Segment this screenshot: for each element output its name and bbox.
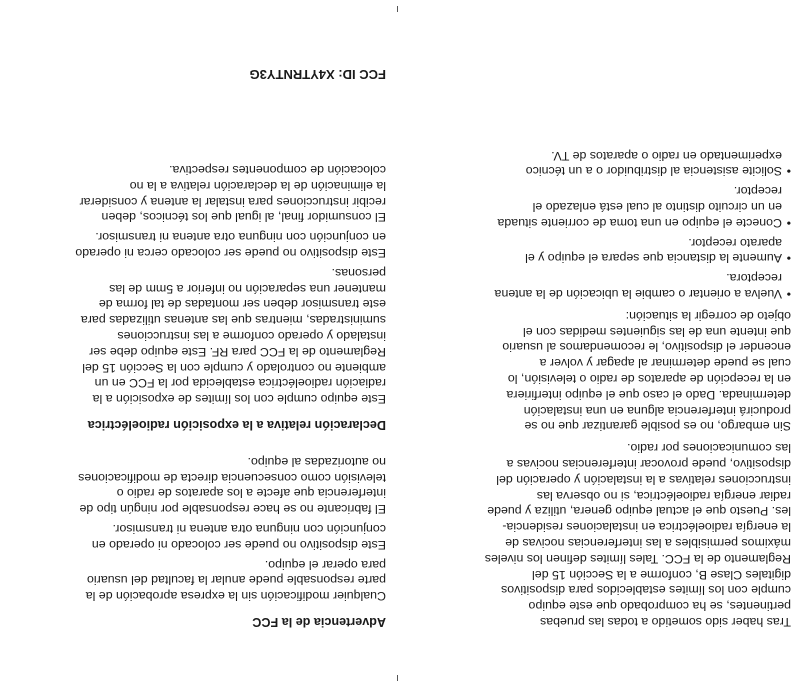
list-item: • Conecte el equipo en una toma de corriente situada en un circuito distinto al cual está enlazado el receptor. <box>431 182 791 229</box>
fcc-id-label: FCC ID: X4YTRNTY3G <box>249 67 386 82</box>
list-item: • Vuelva a orientar o cambie la ubicación de la antena receptora. <box>431 269 791 301</box>
list-item: • Solicite asistencia al distribuidor o a un técnico experimentado en radio o aparatos de TV. <box>431 147 791 179</box>
left-column <box>431 147 791 629</box>
interference-paragraph: Sin embargo, no es posible garantizar que no se producirá interferencia alguna en una instalación determinada. Dado el caso que el equipo interfiriera en la recepción de aparatos de radio o televisión, lo cual se puede determinar al apagar y volver a encender el dispositivo, le recomendamos al usuario que intente una de las siguientes medidas con el objeto de corregir la situación: <box>502 308 791 434</box>
radiation-paragraph: Este dispositivo no puede ser colocado cerca ni operado en conjunción con ninguna otra antena ni transmisor. <box>75 230 386 261</box>
right-column <box>1 161 386 629</box>
list-item: • Aumente la distancia que separa el equipo y el aparato receptor. <box>431 234 791 266</box>
crop-mark-top <box>397 675 398 681</box>
intro-paragraph: Tras haber sido sometido a todas las pruebas pertinentes, se ha comprobado que este equipo cumple con los límites establecidos para dispositivos digitales Clase B, conforme a la Sección 15 del Reglamento de la FCC. Tales límites definen los niveles máximos permisibles a las interferencias nocivas de la energía radioeléctrica en instalaciones residencia- les. Puesto que el actual equipo genera, utiliza y puede radiar energía radioeléctrica, si no observa las instrucciones relativas a la instalación y operación del dispositivo, puede provocar interferencias nocivas a las comunicaciones por radio. <box>484 441 791 629</box>
crop-mark-bottom <box>397 6 398 12</box>
warning-paragraph: Este dispositivo no puede ser colocado ni operado en conjunción con ninguna otra antena ni transmisor. <box>91 522 386 552</box>
radiation-paragraph: Este equipo cumple con los límites de exposición a la radiación radioeléctrica establecida por la FCC en un ambiente no controlado y cumple con la Sección 15 del Reglamento de la FCC para RF. Este equipo debe ser instalado y operado conforme a las instrucciones suministradas, mientras que las antenas utilizadas para este transmisor deben ser montadas de tal forma de mantener una separación no inferior a 5mm de las personas. <box>80 265 386 407</box>
warning-paragraph: Cualquier modificación sin la expresa aprobación de la parte responsable puede anular la facultad del usuario para operar el equipo. <box>85 557 386 604</box>
radiation-heading: Declaración relativa a la exposición radioeléctrica <box>87 418 386 433</box>
measures-list <box>431 147 791 301</box>
fcc-warning-heading: Advertencia de la FCC <box>252 615 386 629</box>
radiation-paragraph: El consumidor final, al igual que los técnicos, deben recibir instrucciones para instalar la antena y considerar la eliminación de la declaración relativa a la no colocación de componentes respectiva. <box>79 163 386 225</box>
warning-paragraph: El fabricante no se hace responsable por ningún tipo de interferencia que afecte a los aparatos de radio o televisión como consecuencia directa de modificaciones no autorizadas al equipo. <box>78 454 386 517</box>
